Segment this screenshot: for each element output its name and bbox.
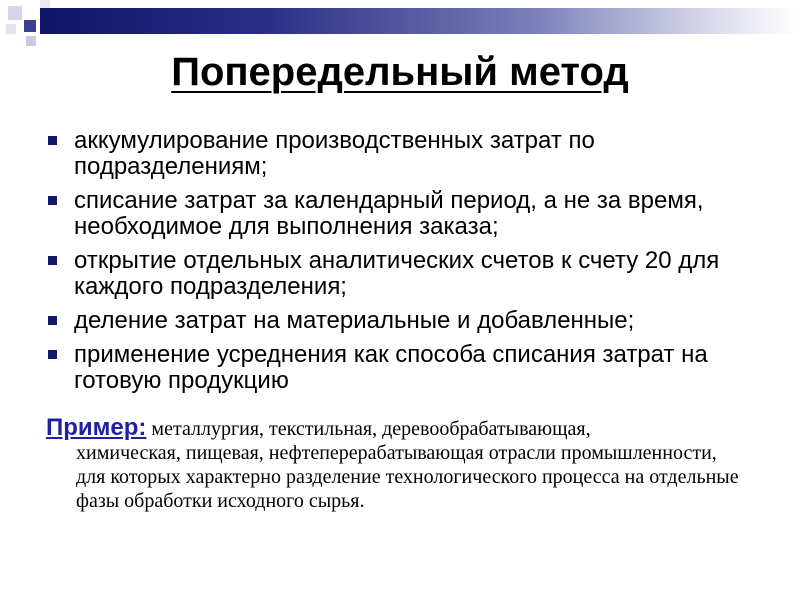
example-continuation: химическая, пищевая, нефтеперерабатывающая отрасли промышленности, для которых характерно разделение технологического процесса на отдельные фазы обработки исходного сырья. <box>76 442 739 512</box>
bullet-item <box>46 128 776 180</box>
header-gradient-bar <box>40 8 796 34</box>
example-block <box>46 416 746 513</box>
bullet-item <box>46 188 776 240</box>
example-heading: Пример: <box>46 414 147 441</box>
bullet-text: аккумулирование производственных затрат по подразделениям; <box>74 127 595 180</box>
bullet-text: деление затрат на материальные и добавленные; <box>74 307 635 334</box>
decor-square <box>8 6 22 20</box>
decor-square <box>40 0 50 8</box>
square-bullet-icon <box>48 256 57 265</box>
square-bullet-icon <box>48 196 57 205</box>
bullet-item <box>46 308 776 334</box>
decor-square <box>24 20 36 32</box>
decor-square <box>6 24 16 34</box>
bullet-item <box>46 248 776 300</box>
bullet-text: применение усреднения как способа списания затрат на готовую продукцию <box>74 341 708 394</box>
decor-square <box>26 36 36 46</box>
square-bullet-icon <box>48 316 57 325</box>
bullet-item <box>46 342 776 394</box>
square-bullet-icon <box>48 136 57 145</box>
example-first-line: металлургия, текстильная, деревообрабатывающая, <box>151 418 591 440</box>
slide-title-text: Попередельный метод <box>171 50 629 94</box>
bullet-list <box>46 128 776 402</box>
slide-title <box>0 50 800 95</box>
bullet-text: списание затрат за календарный период, а не за время, необходимое для выполнения заказа; <box>74 187 704 240</box>
bullet-text: открытие отдельных аналитических счетов к счету 20 для каждого подразделения; <box>74 247 720 300</box>
square-bullet-icon <box>48 350 57 359</box>
